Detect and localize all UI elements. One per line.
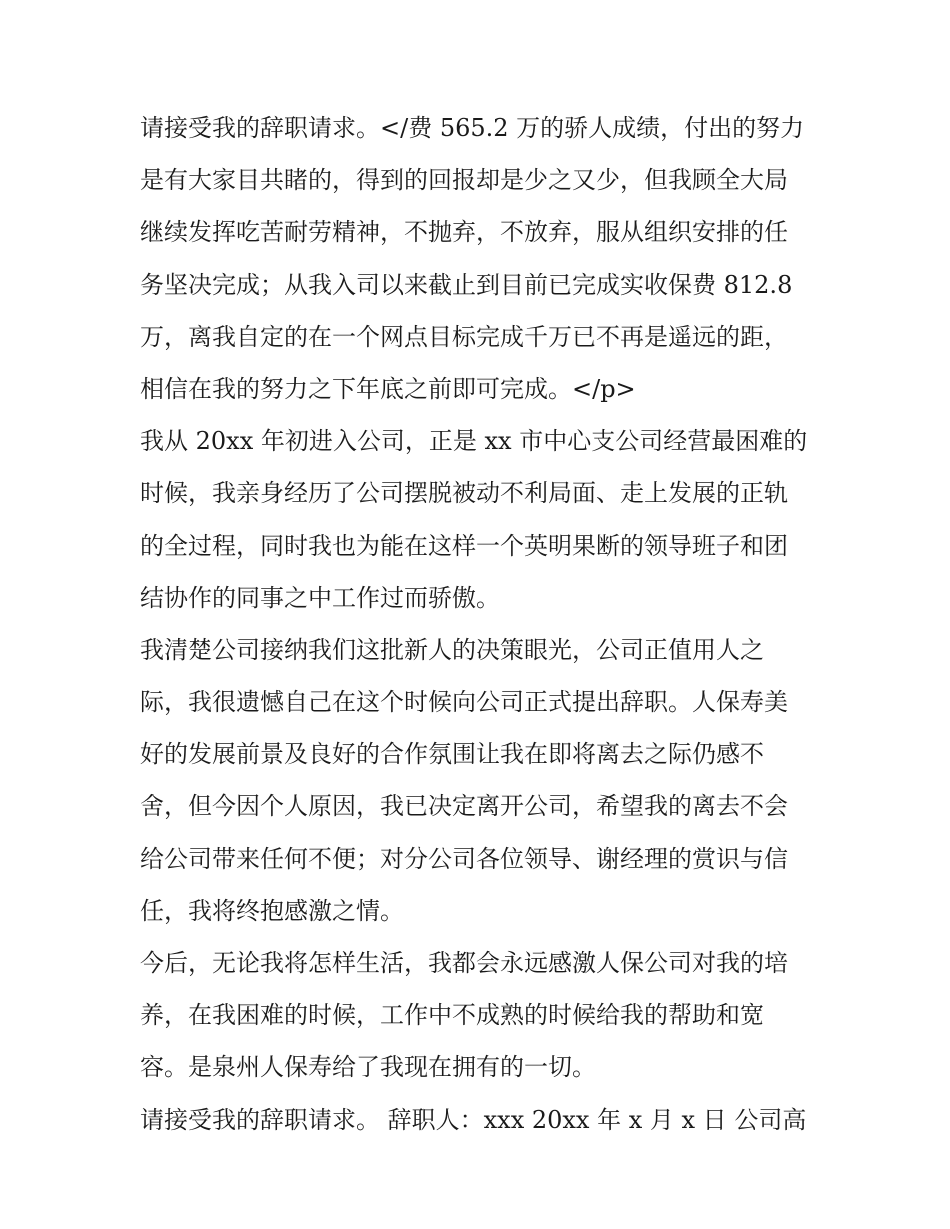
- text-line: 是有大家目共睹的，得到的回报却是少之又少，但我顾全大局: [140, 166, 788, 195]
- text-line: 容。是泉州人保寿给了我现在拥有的一切。: [140, 1053, 596, 1082]
- text-line: 继续发挥吃苦耐劳精神，不抛弃，不放弃，服从组织安排的任: [140, 218, 788, 247]
- text-line: 相信在我的努力之下年底之前即可完成。</p>: [140, 374, 636, 403]
- text-line: 给公司带来任何不便；对分公司各位领导、谢经理的赏识与信: [140, 844, 788, 873]
- text-line: 任，我将终抱感激之情。: [140, 896, 404, 925]
- text-line: 结协作的同事之中工作过而骄傲。: [140, 583, 500, 612]
- text-line: 我清楚公司接纳我们这批新人的决策眼光，公司正值用人之: [140, 635, 764, 664]
- text-line: 我从 20xx 年初进入公司，正是 xx 市中心支公司经营最困难的: [140, 427, 808, 456]
- text-line: 请接受我的辞职请求。 辞职人：xxx 20xx 年 x 月 x 日 公司高: [140, 1105, 807, 1134]
- text-line: 好的发展前景及良好的合作氛围让我在即将离去之际仍感不: [140, 740, 764, 769]
- text-line: 今后，无论我将怎样生活，我都会永远感激人保公司对我的培: [140, 949, 788, 977]
- text-line: 请接受我的辞职请求。</费 565.2 万的骄人成绩，付出的努力: [140, 114, 805, 142]
- text-line: 舍，但今因个人原因，我已决定离开公司，希望我的离去不会: [140, 792, 788, 821]
- text-line: 际，我很遗憾自己在这个时候向公司正式提出辞职。人保寿美: [140, 688, 788, 717]
- text-line: 养，在我困难的时候，工作中不成熟的时候给我的帮助和宽: [140, 1001, 764, 1030]
- body-text: [140, 102, 820, 1146]
- text-line: 万，离我自定的在一个网点目标完成千万已不再是遥远的距，: [140, 322, 788, 351]
- text-line: 的全过程，同时我也为能在这样一个英明果断的领导班子和团: [140, 531, 788, 560]
- text-line: 时候，我亲身经历了公司摆脱被动不利局面、走上发展的正轨: [140, 479, 788, 508]
- text-line: 务坚决完成；从我入司以来截止到目前已完成实收保费 812.8: [140, 270, 793, 299]
